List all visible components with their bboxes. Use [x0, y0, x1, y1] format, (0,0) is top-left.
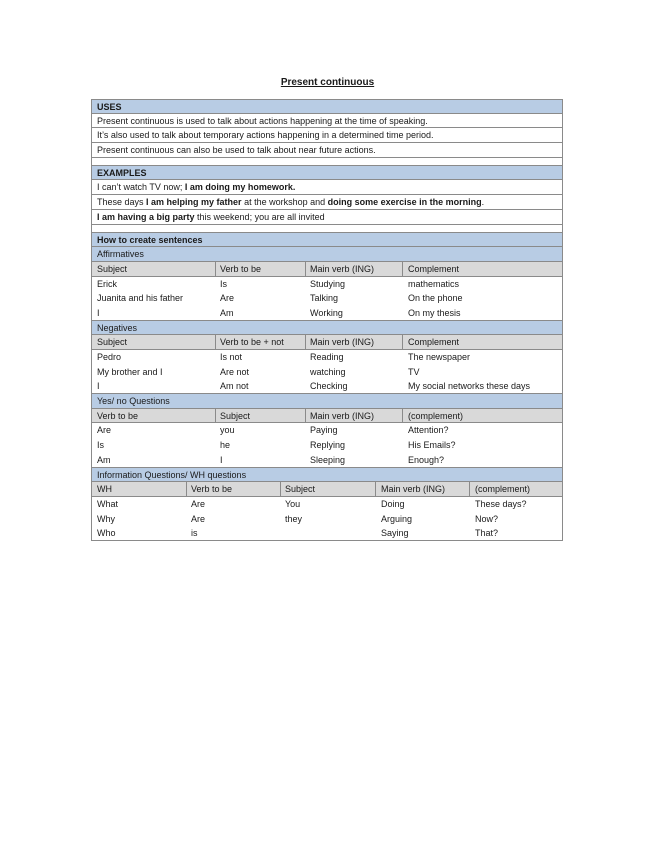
column-header: Main verb (ING): [310, 263, 375, 274]
blank-row: [91, 225, 563, 233]
example-sentence: I can’t watch TV now; I am doing my homework.: [91, 180, 563, 195]
blank-row: [91, 158, 563, 166]
table-row: What Are You Doing These days?: [91, 497, 563, 512]
column-header: Main verb (ING): [381, 484, 446, 495]
table-row: I Am Working On my thesis: [91, 306, 563, 321]
column-header: Verb to be: [191, 484, 233, 495]
affirmatives-columns: [91, 262, 563, 277]
uses-item: Present continuous is used to talk about actions happening at the time of speaking.: [91, 114, 563, 129]
column-header: Subject: [285, 484, 316, 495]
example-sentence: These days I am helping my father at the workshop and doing some exercise in the morning.: [91, 195, 563, 210]
how-header: How to create sentences: [91, 233, 563, 248]
column-header: Subject: [97, 337, 128, 348]
affirmatives-label: Affirmatives: [91, 247, 563, 262]
page-title: Present continuous: [280, 77, 375, 88]
column-header: Main verb (ING): [310, 410, 375, 421]
wh-label: Information Questions/ WH questions: [91, 468, 563, 483]
column-header: Verb to be + not: [220, 337, 284, 348]
uses-item: Present continuous can also be used to talk about near future actions.: [91, 143, 563, 158]
table-row: Juanita and his father Are Talking On the phone: [91, 291, 563, 306]
column-header: Complement: [408, 337, 460, 348]
table-row: Erick Is Studying mathematics: [91, 277, 563, 292]
column-header: (complement): [475, 484, 531, 495]
table-row: Are you Paying Attention?: [91, 423, 563, 438]
table-row: My brother and I Are not watching TV: [91, 365, 563, 380]
table-row: Pedro Is not Reading The newspaper: [91, 350, 563, 365]
table-row: Who is Saying That?: [91, 526, 563, 541]
column-header: Subject: [220, 410, 251, 421]
yesno-label: Yes/ no Questions: [91, 394, 563, 409]
table-row: Am I Sleeping Enough?: [91, 453, 563, 468]
column-header: Verb to be: [97, 410, 139, 421]
uses-header: USES: [91, 99, 563, 114]
uses-item: It’s also used to talk about temporary actions happening in a determined time period.: [91, 128, 563, 143]
wh-columns: [91, 482, 563, 497]
table-row: Is he Replying His Emails?: [91, 438, 563, 453]
negatives-columns: [91, 335, 563, 350]
negatives-label: Negatives: [91, 321, 563, 336]
table-row: I Am not Checking My social networks these days: [91, 379, 563, 394]
table-row: Why Are they Arguing Now?: [91, 512, 563, 527]
examples-header: EXAMPLES: [91, 166, 563, 181]
grammar-table: [91, 99, 563, 541]
yesno-columns: [91, 409, 563, 424]
column-header: WH: [97, 484, 112, 495]
column-header: Verb to be: [220, 263, 262, 274]
column-header: (complement): [408, 410, 464, 421]
column-header: Main verb (ING): [310, 337, 375, 348]
example-sentence: I am having a big party this weekend; you are all invited: [91, 210, 563, 225]
column-header: Complement: [408, 263, 460, 274]
column-header: Subject: [97, 263, 128, 274]
